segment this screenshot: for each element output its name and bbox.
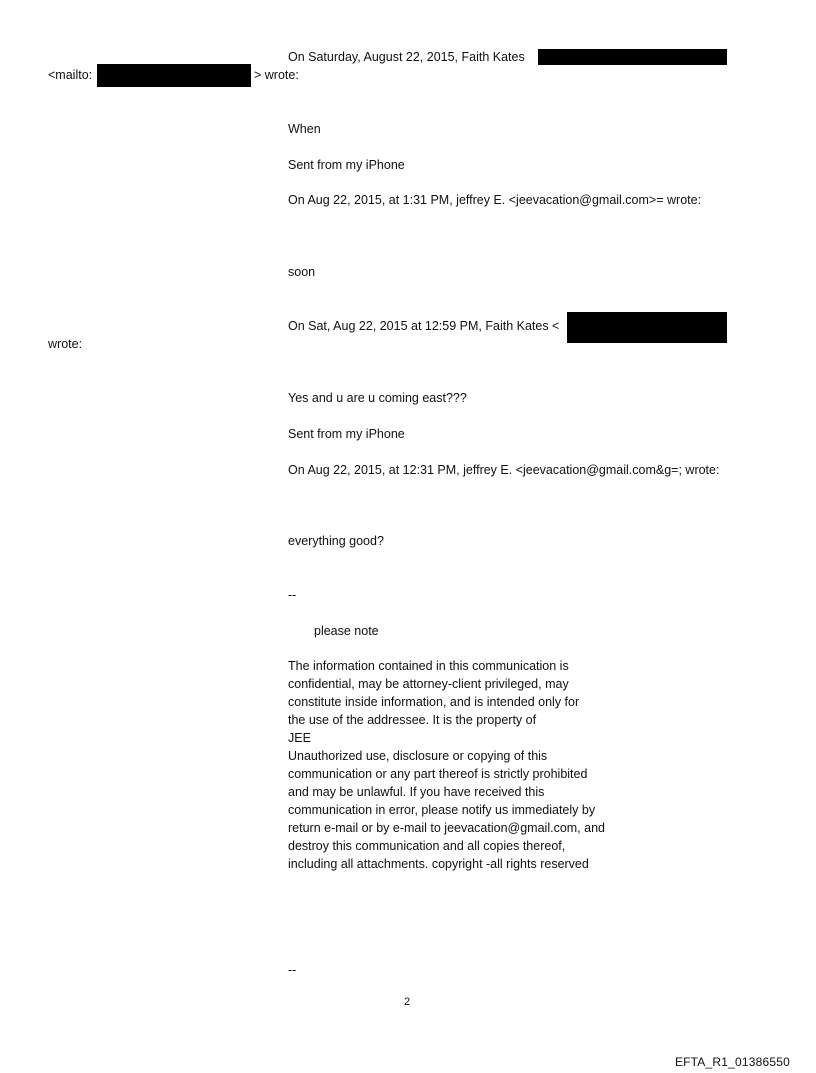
message-line: Sent from my iPhone [288,158,405,172]
page-number: 2 [404,996,411,1008]
message-line: On Sat, Aug 22, 2015 at 12:59 PM, Faith Kates < [288,319,560,333]
redaction-block-3 [567,312,727,343]
header-line-1: On Saturday, August 22, 2015, Faith Kates [288,50,525,64]
message-line: wrote: [48,337,83,351]
message-line: Yes and u are u coming east??? [288,391,467,405]
mailto-text: <mailto: [48,68,93,82]
document-id: EFTA_R1_01386550 [674,1055,790,1069]
message-line: everything good? [288,534,384,548]
wrote-text: > wrote: [254,68,299,82]
closing-separator: -- [288,963,297,977]
please-note-heading: please note [314,624,379,638]
signature-separator: -- [288,588,297,602]
message-line: soon [288,265,316,279]
message-line: Sent from my iPhone [288,427,405,441]
redaction-block-1 [538,49,727,65]
message-line: On Aug 22, 2015, at 12:31 PM, jeffrey E. <jeevacation@gmail.com&g=; wrote: [288,463,720,477]
redaction-block-2 [97,64,251,87]
message-line: On Aug 22, 2015, at 1:31 PM, jeffrey E. <jeevacation@gmail.com>= wrote: [288,193,702,207]
confidentiality-disclaimer: The information contained in this communication is confidential, may be attorney-client privileged, may constitute inside information, and is intended only for the use of the addressee. It is the property of JEE Unauthorized use, disclosure or copying of this communication or any part thereof is strictly prohibited and may be unlawful. If you have received this communication in error, please notify us immediately by return e-mail or by e-mail to jeevacation@gmail.com, and destroy this communication and all copies thereof, including all attachments. copyright -all rights reserved [288,659,605,871]
message-line: When [288,122,321,136]
